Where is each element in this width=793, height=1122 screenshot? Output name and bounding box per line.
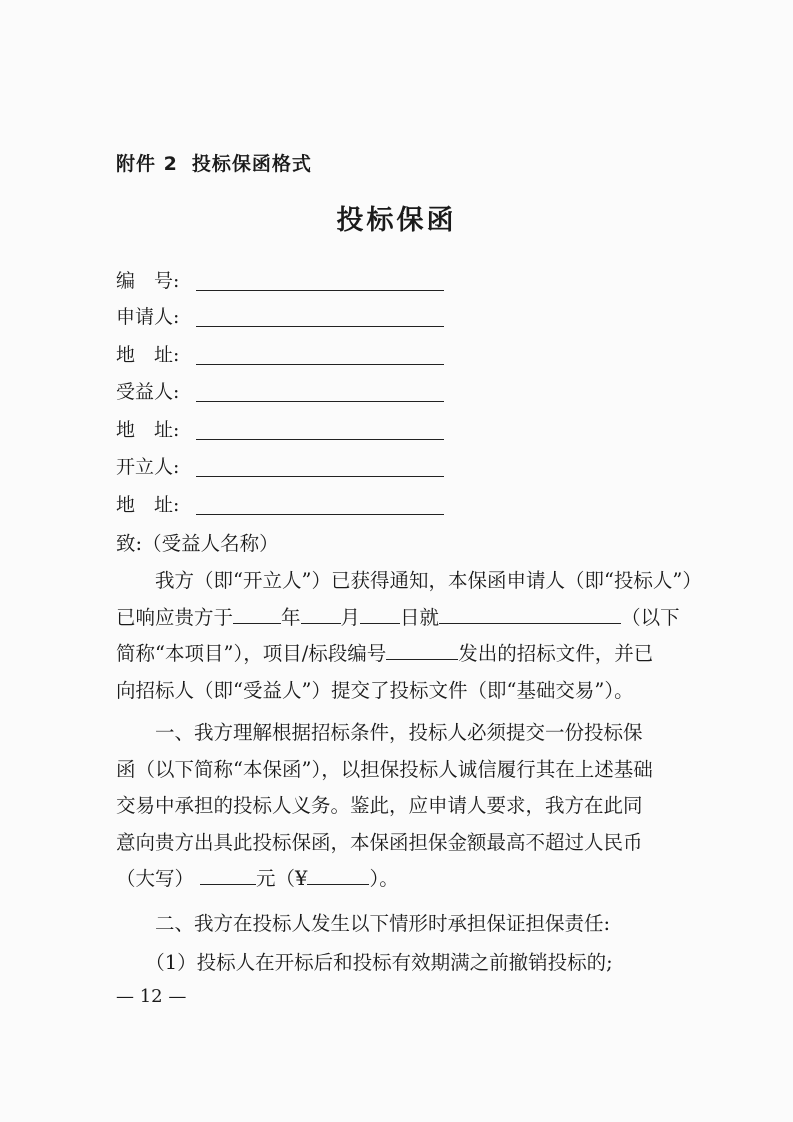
text-fragment: 简称“本项目”），项目/标段编号 [116,642,387,665]
text-fragment: 发出的招标文件，并已 [458,642,654,665]
text-line: 意向贵方出具此投标保函，本保函担保金额最高不超过人民币 [116,830,643,854]
text-line: （1）投标人在开标后和投标有效期满之前撤销投标的; [116,951,613,974]
field-label: 地 址: [116,344,180,366]
field-blank-line[interactable] [196,290,444,291]
amount-words-blank[interactable] [200,864,256,885]
day-blank[interactable] [360,603,400,624]
field-beneficiary [116,377,192,407]
text-fragment: 日就 [400,605,440,629]
text-line: 向招标人（即“受益人”）提交了投标文件（即“基础交易”）。 [116,678,634,702]
paragraph-clause-2 [116,906,671,943]
text-fragment: （大写） [116,867,195,890]
text-line-with-blanks [116,861,671,898]
field-blank-line[interactable] [196,401,444,402]
field-label: 编 号: [116,270,180,292]
field-label: 地 址: [116,419,180,441]
salutation-text: 致:（受益人名称） [116,532,279,555]
field-label: 开立人: [116,456,180,478]
page-number: — 12 — [116,986,187,1007]
attachment-label: 附件 2 [116,153,178,175]
text-line: 一、我方理解根据招标条件，投标人必须提交一份投标保 [116,721,643,744]
salutation [116,526,671,563]
field-blank-line[interactable] [196,514,444,515]
month-blank[interactable] [301,603,341,624]
project-blank[interactable] [439,603,621,624]
attachment-title: 投标保函格式 [191,153,312,175]
year-blank[interactable] [233,603,281,624]
field-blank-line[interactable] [196,326,444,327]
field-label: 地 址: [116,494,180,516]
field-blank-line[interactable] [196,476,444,477]
field-label: 申请人: [116,306,180,328]
text-line-with-blanks [116,636,671,673]
text-fragment: 年 [281,605,301,629]
paragraph-clause-1 [116,715,671,898]
text-fragment: 已响应贵方于 [116,605,234,629]
document-title: 投标保函 [336,205,457,236]
field-applicant [116,302,192,332]
field-number [116,266,192,296]
field-blank-line[interactable] [196,364,444,365]
amount-figures-blank[interactable] [307,864,369,885]
text-fragment: （以下 [621,605,680,629]
text-line: 交易中承担的投标人义务。鉴此，应申请人要求，我方在此同 [116,794,643,817]
text-line-with-blanks [116,600,680,637]
paragraph-item-1 [116,945,671,982]
text-line: 我方（即“开立人”）已获得通知，本保函申请人（即“投标人”） [116,569,702,592]
text-fragment: 月 [340,605,361,629]
field-issuer-address [116,490,192,520]
text-line: 二、我方在投标人发生以下情形时承担保证担保责任: [116,912,611,935]
section-number-blank[interactable] [386,639,458,660]
attachment-heading [116,149,312,176]
field-applicant-address [116,340,192,370]
text-fragment: 元（¥ [256,867,308,890]
field-beneficiary-address [116,415,192,445]
field-blank-line[interactable] [196,439,444,440]
paragraph-intro [116,563,702,709]
field-issuer [116,452,192,482]
field-label: 受益人: [116,381,180,403]
text-fragment: ）。 [369,867,399,890]
text-line: 函（以下简称“本保函”），以担保投标人诚信履行其在上述基础 [116,757,653,781]
